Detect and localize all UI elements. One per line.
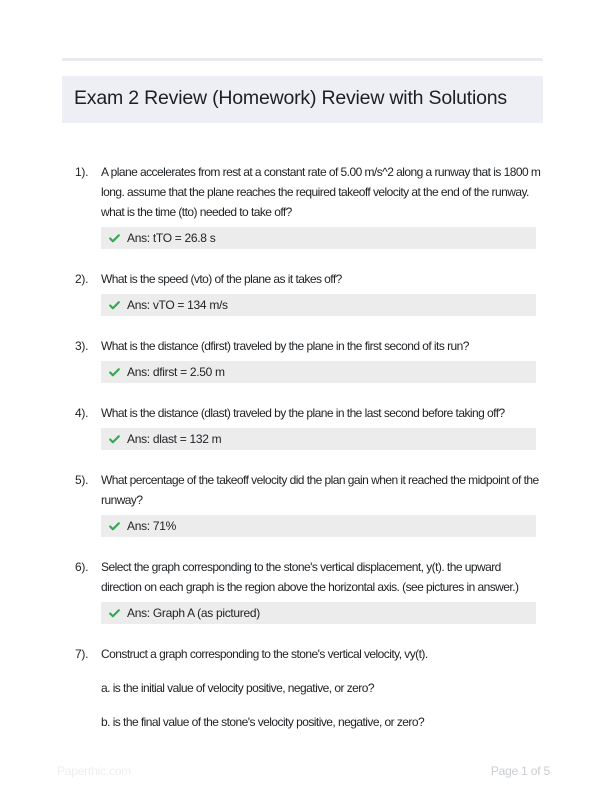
- questions-list: [75, 162, 542, 752]
- question-text: What is the speed (vto) of the plane as it takes off?: [101, 272, 342, 286]
- answer-box: [101, 361, 536, 383]
- question-number: 4).: [75, 406, 89, 420]
- question-subpart-b: b. is the final value of the stone's velocity positive, negative, or zero?: [101, 715, 425, 729]
- question-subpart-a: a. is the initial value of velocity positive, negative, or zero?: [101, 681, 374, 695]
- answer-box: [101, 294, 536, 316]
- answer-text: Ans: Graph A (as pictured): [127, 606, 260, 620]
- question-text: A plane accelerates from rest at a constant rate of 5.00 m/s^2 along a runway that is 1800 m long. assume that the plane reaches the required takeoff velocity at the end of the runway. what is the time (tto) needed to take off?: [101, 165, 541, 219]
- question-number: 7).: [75, 647, 89, 661]
- top-rule: [62, 58, 543, 61]
- question-number: 1).: [75, 165, 89, 179]
- answer-text: Ans: dfirst = 2.50 m: [127, 365, 225, 379]
- question-item: [75, 470, 542, 537]
- page-indicator: Page 1 of 5: [490, 764, 550, 778]
- question-text: What is the distance (dfirst) traveled by the plane in the first second of its run?: [101, 339, 469, 353]
- answer-text: Ans: 71%: [127, 519, 176, 533]
- question-item: [75, 269, 542, 316]
- question-item: [75, 336, 542, 383]
- question-text: Construct a graph corresponding to the stone's vertical velocity, vy(t).: [101, 647, 428, 661]
- question-text: Select the graph corresponding to the stone's vertical displacement, y(t). the upward direction on each graph is the region above the horizontal axis. (see pictures in answer.): [101, 560, 519, 594]
- check-icon: [108, 366, 121, 379]
- watermark: Paperthic.com: [57, 764, 132, 778]
- answer-box: [101, 515, 536, 537]
- check-icon: [108, 607, 121, 620]
- answer-box: [101, 602, 536, 624]
- answer-text: Ans: vTO = 134 m/s: [127, 298, 228, 312]
- document-header: [62, 76, 543, 123]
- answer-text: Ans: dlast = 132 m: [127, 432, 222, 446]
- answer-box: [101, 227, 536, 249]
- question-number: 2).: [75, 272, 89, 286]
- question-number: 3).: [75, 339, 89, 353]
- question-item: [75, 644, 542, 732]
- check-icon: [108, 520, 121, 533]
- answer-box: [101, 428, 536, 450]
- question-item: [75, 162, 542, 249]
- check-icon: [108, 433, 121, 446]
- page-footer: [57, 764, 550, 778]
- question-text: What percentage of the takeoff velocity did the plan gain when it reached the midpoint of the runway?: [101, 473, 539, 507]
- answer-text: Ans: tTO = 26.8 s: [127, 231, 216, 245]
- check-icon: [108, 232, 121, 245]
- question-text: What is the distance (dlast) traveled by the plane in the last second before taking off?: [101, 406, 505, 420]
- page-title: Exam 2 Review (Homework) Review with Solutions: [74, 87, 507, 109]
- question-number: 5).: [75, 473, 89, 487]
- question-item: [75, 403, 542, 450]
- question-number: 6).: [75, 560, 89, 574]
- check-icon: [108, 299, 121, 312]
- question-item: [75, 557, 542, 624]
